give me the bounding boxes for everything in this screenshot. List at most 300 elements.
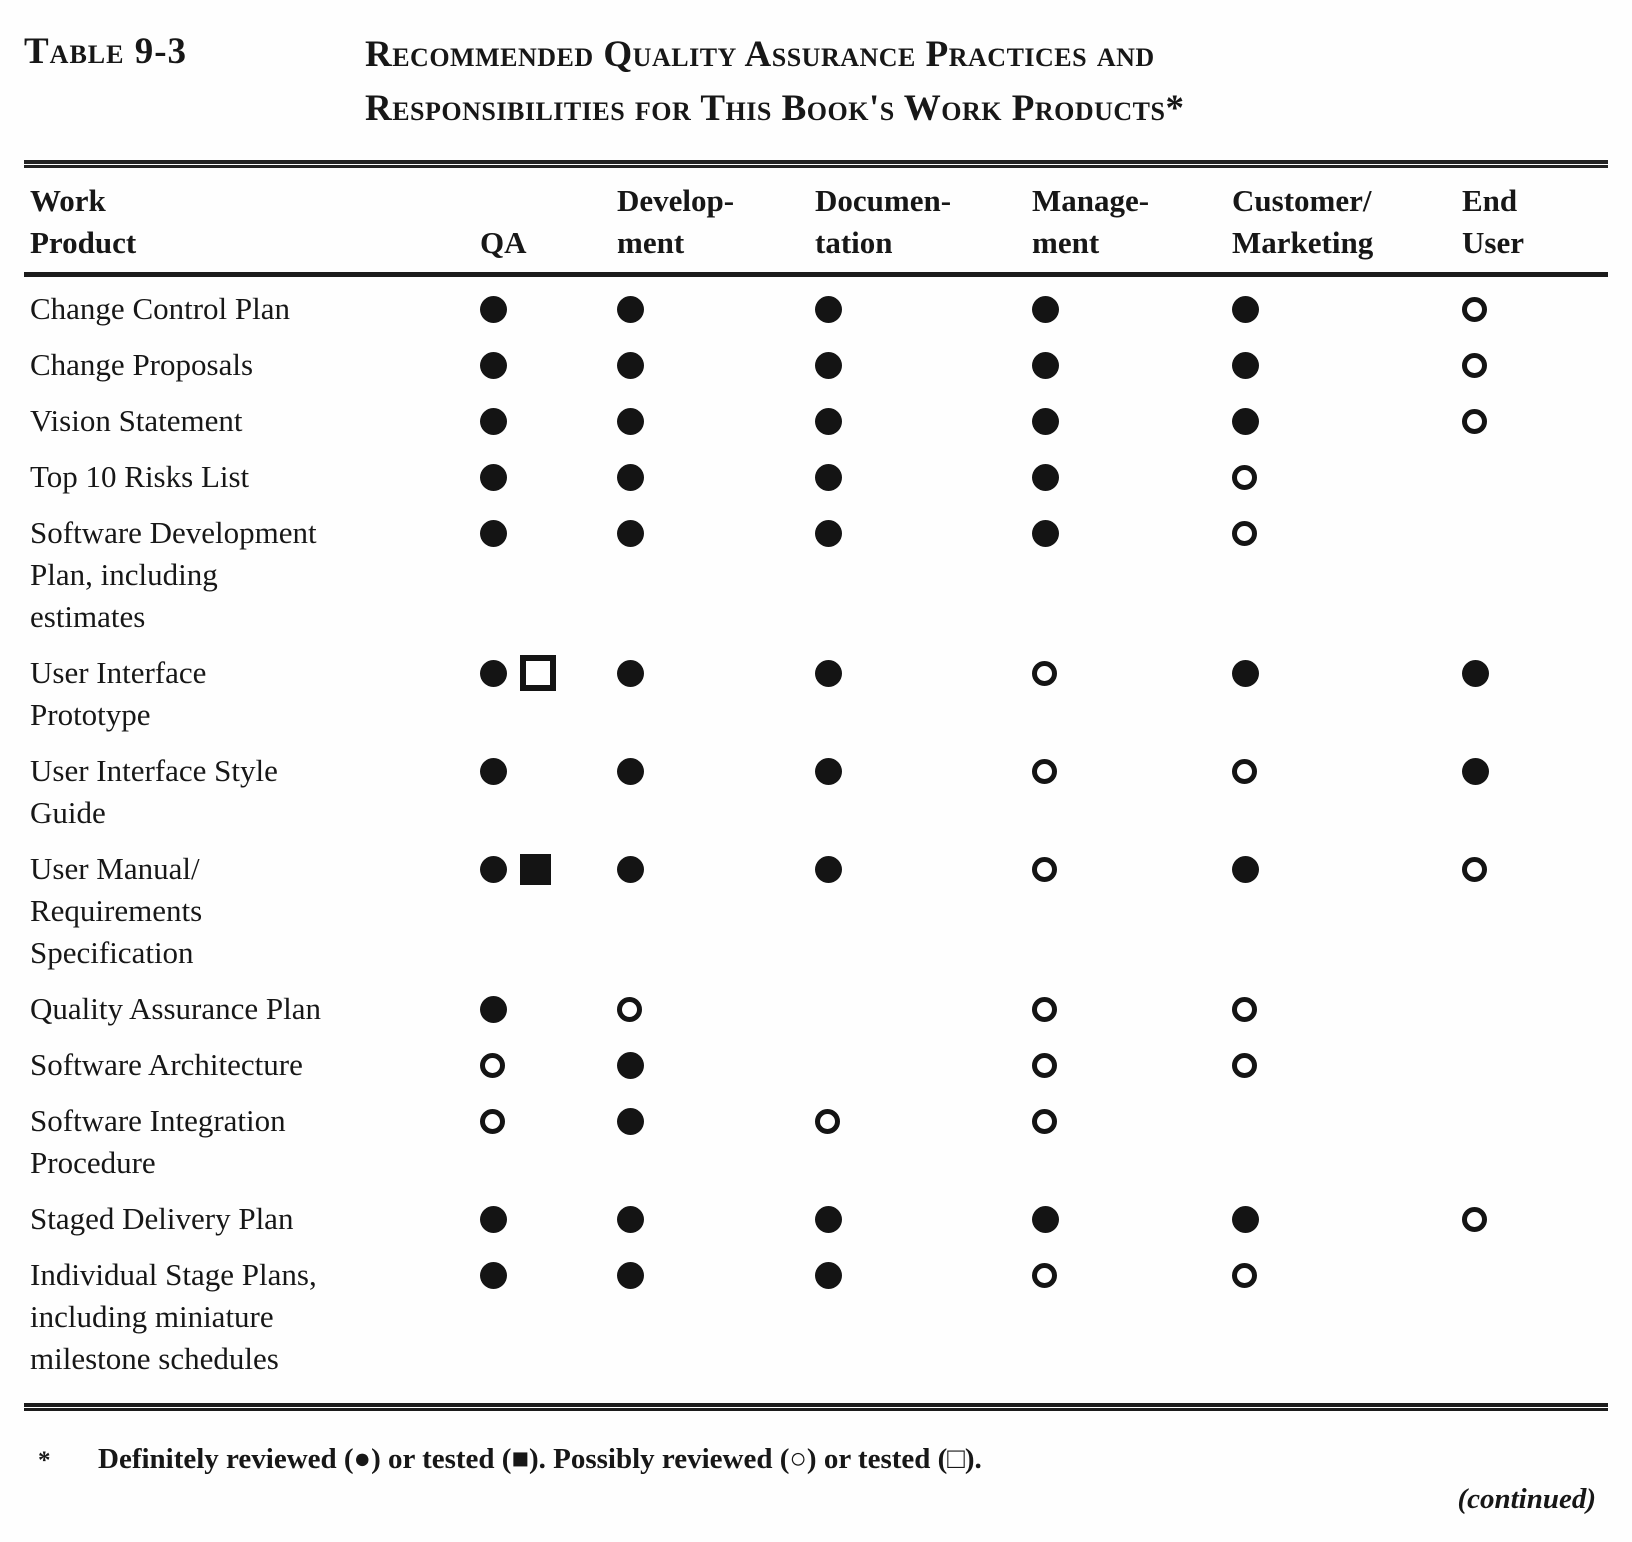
work-product-line: Change Proposals	[30, 347, 254, 382]
symbol-group	[815, 848, 1013, 890]
cell-qa	[444, 977, 599, 1033]
symbol-group	[1462, 288, 1607, 330]
footnote-marker: *	[38, 1447, 51, 1474]
work-product-line: Individual Stage Plans,	[30, 1257, 317, 1292]
cell-management	[1014, 977, 1214, 1033]
symbol-group	[480, 1254, 598, 1296]
work-product-cell	[24, 837, 444, 977]
open-circle-icon	[1232, 521, 1257, 546]
symbol-group	[1232, 512, 1443, 554]
open-square-icon	[520, 655, 556, 691]
symbol-group	[480, 848, 598, 890]
work-product-line: Software Development	[30, 515, 317, 550]
symbol-group	[815, 512, 1013, 554]
cell-management	[1014, 641, 1214, 739]
table-row	[24, 1089, 1608, 1187]
column-header-work-product	[24, 168, 444, 275]
cell-development	[599, 1187, 799, 1243]
symbol-group	[1032, 750, 1213, 792]
open-circle-icon	[1032, 661, 1057, 686]
table-title-line-2: Responsibilities for This Book's Work Products*	[365, 88, 1185, 129]
cell-documentation	[799, 445, 1014, 501]
filled-circle-icon	[815, 464, 842, 491]
table-row	[24, 1033, 1608, 1089]
work-product-line: User Interface	[30, 655, 207, 690]
table-title	[365, 28, 1184, 136]
filled-circle-icon	[815, 296, 842, 323]
symbol-group	[1232, 456, 1443, 498]
filled-circle-icon	[815, 520, 842, 547]
table-row	[24, 1243, 1608, 1383]
cell-customer-marketing	[1214, 977, 1444, 1033]
filled-circle-icon	[1032, 1206, 1059, 1233]
open-circle-icon	[1032, 1109, 1057, 1134]
column-header-line: Customer/	[1232, 183, 1372, 218]
symbol-group	[1032, 652, 1213, 694]
symbol-group	[1232, 750, 1443, 792]
column-header-qa	[444, 168, 599, 275]
cell-end-user	[1444, 333, 1608, 389]
symbol-group	[480, 512, 598, 554]
cell-customer-marketing	[1214, 739, 1444, 837]
cell-end-user	[1444, 1187, 1608, 1243]
filled-circle-icon	[480, 856, 507, 883]
cell-management	[1014, 501, 1214, 641]
cell-qa	[444, 275, 599, 334]
work-product-line: Specification	[30, 935, 194, 970]
open-circle-icon	[1032, 857, 1057, 882]
open-circle-icon	[480, 1053, 505, 1078]
symbol-group	[480, 456, 598, 498]
open-circle-icon	[480, 1109, 505, 1134]
top-double-rule	[24, 160, 1608, 168]
cell-management	[1014, 1187, 1214, 1243]
filled-circle-icon	[617, 408, 644, 435]
filled-circle-icon	[815, 1262, 842, 1289]
cell-qa	[444, 1089, 599, 1187]
work-product-cell	[24, 1033, 444, 1089]
work-product-line: Software Integration	[30, 1103, 286, 1138]
work-product-line: Quality Assurance Plan	[30, 991, 322, 1026]
title-row	[24, 28, 1608, 136]
cell-management	[1014, 445, 1214, 501]
symbol-group	[480, 652, 598, 694]
symbol-group	[1232, 1254, 1443, 1296]
open-circle-icon	[1462, 1207, 1487, 1232]
work-product-cell	[24, 389, 444, 445]
work-product-line: User Interface Style	[30, 753, 278, 788]
cell-qa	[444, 837, 599, 977]
symbol-group	[1032, 400, 1213, 442]
footnote-text: Definitely reviewed (●) or tested (■). Possibly reviewed (○) or tested (□).	[98, 1443, 982, 1475]
column-header-line	[480, 180, 598, 222]
symbol-group	[815, 288, 1013, 330]
filled-circle-icon	[815, 758, 842, 785]
filled-circle-icon	[815, 660, 842, 687]
work-product-cell	[24, 1187, 444, 1243]
work-product-cell	[24, 977, 444, 1033]
work-product-line: Software Architecture	[30, 1047, 303, 1082]
work-product-line: estimates	[30, 599, 146, 634]
work-product-line: Requirements	[30, 893, 203, 928]
filled-circle-icon	[480, 296, 507, 323]
symbol-group	[1462, 652, 1607, 694]
column-header-line: ment	[1032, 225, 1100, 260]
table-label: Table 9-3	[24, 31, 188, 72]
cell-development	[599, 1033, 799, 1089]
open-circle-icon	[1032, 1053, 1057, 1078]
symbol-group	[480, 288, 598, 330]
open-circle-icon	[1462, 857, 1487, 882]
work-product-line: Vision Statement	[30, 403, 243, 438]
filled-circle-icon	[480, 1206, 507, 1233]
filled-circle-icon	[480, 1262, 507, 1289]
filled-circle-icon	[617, 464, 644, 491]
column-header-line: tation	[815, 225, 893, 260]
symbol-group	[1232, 288, 1443, 330]
symbol-group	[1462, 344, 1607, 386]
column-header-management	[1014, 168, 1214, 275]
work-product-line: User Manual/	[30, 851, 200, 886]
open-circle-icon	[1232, 1053, 1257, 1078]
filled-circle-icon	[1232, 296, 1259, 323]
cell-customer-marketing	[1214, 333, 1444, 389]
table-title-line-1: Recommended Quality Assurance Practices and	[365, 34, 1155, 75]
symbol-group	[815, 456, 1013, 498]
filled-circle-icon	[815, 408, 842, 435]
cell-customer-marketing	[1214, 389, 1444, 445]
symbol-group	[480, 400, 598, 442]
work-product-line: Prototype	[30, 697, 151, 732]
cell-documentation	[799, 275, 1014, 334]
filled-circle-icon	[815, 352, 842, 379]
work-product-line: Plan, including	[30, 557, 218, 592]
symbol-group	[1462, 848, 1607, 890]
work-product-line: Procedure	[30, 1145, 156, 1180]
symbol-group	[1462, 1044, 1607, 1086]
cell-qa	[444, 1243, 599, 1383]
work-product-line: Guide	[30, 795, 106, 830]
symbol-group	[1032, 1044, 1213, 1086]
cell-qa	[444, 1033, 599, 1089]
filled-circle-icon	[617, 520, 644, 547]
symbol-group	[617, 988, 798, 1030]
symbol-group	[617, 652, 798, 694]
symbol-group	[1032, 456, 1213, 498]
footnote	[24, 1443, 1608, 1476]
cell-customer-marketing	[1214, 1243, 1444, 1383]
cell-documentation	[799, 739, 1014, 837]
work-product-cell	[24, 445, 444, 501]
symbol-group	[1462, 1254, 1607, 1296]
symbol-group	[617, 1198, 798, 1240]
filled-circle-icon	[1032, 352, 1059, 379]
cell-documentation	[799, 389, 1014, 445]
filled-circle-icon	[617, 1262, 644, 1289]
cell-management	[1014, 1243, 1214, 1383]
symbol-group	[1232, 652, 1443, 694]
work-product-cell	[24, 641, 444, 739]
cell-qa	[444, 501, 599, 641]
filled-circle-icon	[617, 1052, 644, 1079]
cell-documentation	[799, 501, 1014, 641]
open-circle-icon	[1032, 759, 1057, 784]
table-row	[24, 275, 1608, 334]
work-product-cell	[24, 739, 444, 837]
symbol-group	[1462, 1100, 1607, 1142]
cell-management	[1014, 333, 1214, 389]
cell-development	[599, 275, 799, 334]
open-circle-icon	[1462, 409, 1487, 434]
filled-square-icon	[520, 854, 551, 885]
work-product-cell	[24, 501, 444, 641]
symbol-group	[617, 1100, 798, 1142]
continued-label: (continued)	[1457, 1483, 1596, 1515]
symbol-group	[1232, 1100, 1443, 1142]
cell-management	[1014, 739, 1214, 837]
filled-circle-icon	[480, 352, 507, 379]
open-circle-icon	[1032, 1263, 1057, 1288]
symbol-group	[480, 988, 598, 1030]
cell-management	[1014, 837, 1214, 977]
filled-circle-icon	[480, 996, 507, 1023]
cell-documentation	[799, 837, 1014, 977]
column-header-development	[599, 168, 799, 275]
symbol-group	[1232, 344, 1443, 386]
filled-circle-icon	[1232, 660, 1259, 687]
open-circle-icon	[1462, 353, 1487, 378]
cell-management	[1014, 1089, 1214, 1187]
filled-circle-icon	[617, 758, 644, 785]
cell-qa	[444, 445, 599, 501]
symbol-group	[815, 344, 1013, 386]
table-body	[24, 275, 1608, 1384]
table-header	[24, 168, 1608, 275]
work-product-line: milestone schedules	[30, 1341, 279, 1376]
column-header-line: Product	[30, 225, 137, 260]
symbol-group	[1232, 1198, 1443, 1240]
cell-qa	[444, 1187, 599, 1243]
cell-end-user	[1444, 501, 1608, 641]
cell-qa	[444, 389, 599, 445]
cell-management	[1014, 389, 1214, 445]
column-header-line: Manage-	[1032, 183, 1150, 218]
table-row	[24, 1187, 1608, 1243]
symbol-group	[1462, 750, 1607, 792]
filled-circle-icon	[1232, 408, 1259, 435]
open-circle-icon	[1032, 997, 1057, 1022]
symbol-group	[1232, 400, 1443, 442]
cell-end-user	[1444, 1243, 1608, 1383]
filled-circle-icon	[617, 856, 644, 883]
symbol-group	[480, 344, 598, 386]
filled-circle-icon	[617, 296, 644, 323]
table-row	[24, 445, 1608, 501]
cell-customer-marketing	[1214, 1187, 1444, 1243]
table-row	[24, 389, 1608, 445]
cell-end-user	[1444, 445, 1608, 501]
symbol-group	[617, 400, 798, 442]
symbol-group	[480, 750, 598, 792]
symbol-group	[1032, 1100, 1213, 1142]
open-circle-icon	[1462, 297, 1487, 322]
symbol-group	[480, 1044, 598, 1086]
table-row	[24, 501, 1608, 641]
table-row	[24, 977, 1608, 1033]
filled-circle-icon	[617, 1108, 644, 1135]
filled-circle-icon	[480, 408, 507, 435]
cell-end-user	[1444, 1089, 1608, 1187]
qa-table	[24, 168, 1608, 1383]
cell-development	[599, 837, 799, 977]
filled-circle-icon	[815, 1206, 842, 1233]
cell-end-user	[1444, 1033, 1608, 1089]
symbol-group	[617, 1044, 798, 1086]
cell-end-user	[1444, 389, 1608, 445]
symbol-group	[617, 750, 798, 792]
table-row	[24, 739, 1608, 837]
cell-customer-marketing	[1214, 1089, 1444, 1187]
cell-management	[1014, 1033, 1214, 1089]
symbol-group	[815, 988, 1013, 1030]
symbol-group	[1462, 512, 1607, 554]
cell-documentation	[799, 1089, 1014, 1187]
filled-circle-icon	[1032, 464, 1059, 491]
cell-development	[599, 641, 799, 739]
work-product-cell	[24, 275, 444, 334]
symbol-group	[815, 652, 1013, 694]
symbol-group	[1032, 512, 1213, 554]
cell-end-user	[1444, 837, 1608, 977]
symbol-group	[617, 288, 798, 330]
cell-customer-marketing	[1214, 501, 1444, 641]
filled-circle-icon	[1232, 352, 1259, 379]
cell-documentation	[799, 641, 1014, 739]
column-header-line: ment	[617, 225, 685, 260]
symbol-group	[1462, 988, 1607, 1030]
symbol-group	[1462, 456, 1607, 498]
cell-customer-marketing	[1214, 837, 1444, 977]
cell-development	[599, 389, 799, 445]
cell-customer-marketing	[1214, 641, 1444, 739]
filled-circle-icon	[1032, 520, 1059, 547]
filled-circle-icon	[1232, 1206, 1259, 1233]
symbol-group	[1462, 400, 1607, 442]
cell-end-user	[1444, 275, 1608, 334]
symbol-group	[815, 1044, 1013, 1086]
filled-circle-icon	[1462, 660, 1489, 687]
symbol-group	[1032, 848, 1213, 890]
cell-qa	[444, 641, 599, 739]
work-product-line: Staged Delivery Plan	[30, 1201, 294, 1236]
cell-customer-marketing	[1214, 1033, 1444, 1089]
work-product-line: including miniature	[30, 1299, 274, 1334]
table-row	[24, 837, 1608, 977]
cell-documentation	[799, 1187, 1014, 1243]
cell-development	[599, 445, 799, 501]
symbol-group	[1232, 848, 1443, 890]
cell-qa	[444, 333, 599, 389]
work-product-cell	[24, 1243, 444, 1383]
cell-customer-marketing	[1214, 275, 1444, 334]
column-header-end-user	[1444, 168, 1608, 275]
filled-circle-icon	[480, 520, 507, 547]
symbol-group	[617, 456, 798, 498]
symbol-group	[815, 400, 1013, 442]
cell-end-user	[1444, 641, 1608, 739]
column-header-customer-marketing	[1214, 168, 1444, 275]
filled-circle-icon	[1032, 296, 1059, 323]
open-circle-icon	[815, 1109, 840, 1134]
work-product-line: Top 10 Risks List	[30, 459, 250, 494]
symbol-group	[480, 1100, 598, 1142]
column-header-line: Documen-	[815, 183, 952, 218]
table-row	[24, 333, 1608, 389]
symbol-group	[1232, 988, 1443, 1030]
cell-documentation	[799, 333, 1014, 389]
filled-circle-icon	[480, 758, 507, 785]
symbol-group	[815, 1198, 1013, 1240]
filled-circle-icon	[480, 660, 507, 687]
cell-end-user	[1444, 739, 1608, 837]
filled-circle-icon	[1462, 758, 1489, 785]
cell-documentation	[799, 1033, 1014, 1089]
cell-development	[599, 1243, 799, 1383]
symbol-group	[480, 1198, 598, 1240]
symbol-group	[617, 1254, 798, 1296]
column-header-line: User	[1462, 225, 1524, 260]
symbol-group	[815, 1100, 1013, 1142]
symbol-group	[1232, 1044, 1443, 1086]
cell-development	[599, 1089, 799, 1187]
table-row	[24, 641, 1608, 739]
cell-documentation	[799, 1243, 1014, 1383]
cell-documentation	[799, 977, 1014, 1033]
symbol-group	[815, 750, 1013, 792]
filled-circle-icon	[617, 352, 644, 379]
symbol-group	[1032, 1198, 1213, 1240]
symbol-group	[1032, 344, 1213, 386]
header-row	[24, 168, 1608, 275]
column-header-line: End	[1462, 183, 1518, 218]
symbol-group	[815, 1254, 1013, 1296]
cell-development	[599, 739, 799, 837]
cell-development	[599, 333, 799, 389]
symbol-group	[1032, 988, 1213, 1030]
column-header-line: Develop-	[617, 183, 735, 218]
symbol-group	[617, 512, 798, 554]
open-circle-icon	[1232, 465, 1257, 490]
work-product-cell	[24, 1089, 444, 1187]
open-circle-icon	[1232, 759, 1257, 784]
cell-management	[1014, 275, 1214, 334]
symbol-group	[617, 848, 798, 890]
open-circle-icon	[1232, 997, 1257, 1022]
filled-circle-icon	[815, 856, 842, 883]
symbol-group	[1032, 1254, 1213, 1296]
work-product-cell	[24, 333, 444, 389]
column-header-line: Work	[30, 183, 106, 218]
column-header-line: QA	[480, 225, 527, 260]
cell-qa	[444, 739, 599, 837]
work-product-line: Change Control Plan	[30, 291, 291, 326]
symbol-group	[1032, 288, 1213, 330]
symbol-group	[1462, 1198, 1607, 1240]
cell-development	[599, 501, 799, 641]
cell-development	[599, 977, 799, 1033]
filled-circle-icon	[1032, 408, 1059, 435]
column-header-line: Marketing	[1232, 225, 1374, 260]
